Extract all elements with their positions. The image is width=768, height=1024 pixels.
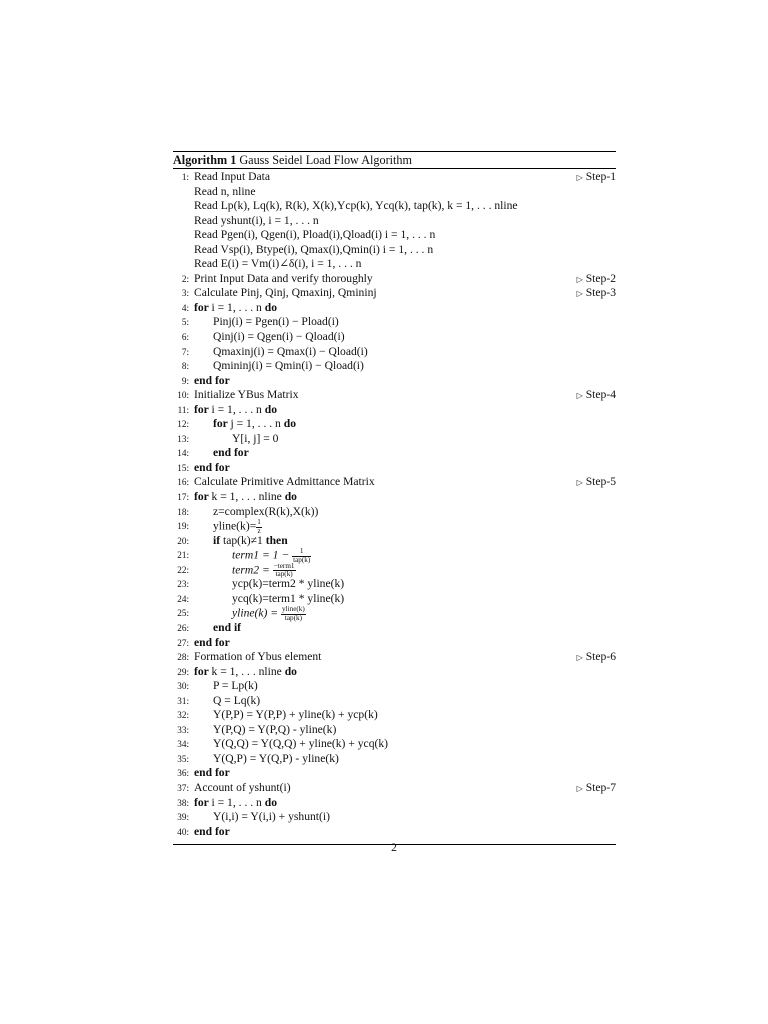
algo-line [173, 563, 616, 578]
line-number: 20: [177, 535, 189, 546]
line-number: 28: [177, 652, 189, 663]
line-text: Read Pgen(i), Qgen(i), Pload(i),Qload(i) i = 1, . . . n [194, 228, 436, 242]
algo-line [173, 330, 616, 345]
line-number: 26: [177, 622, 189, 633]
algo-line [173, 388, 616, 403]
algo-line [173, 170, 616, 185]
algo-line [173, 214, 616, 229]
line-number: 10: [177, 390, 189, 401]
line-text: Qinj(i) = Qgen(i) − Qload(i) [213, 330, 345, 344]
line-text: end for [194, 824, 230, 838]
algo-line [173, 723, 616, 738]
line-number: 1: [181, 172, 189, 182]
line-text: end for [194, 635, 230, 649]
line-text: Y(Q,Q) = Y(Q,Q) + yline(k) + ycq(k) [213, 737, 389, 751]
algo-line [173, 752, 616, 767]
line-number: 31: [177, 695, 189, 706]
line-text: for j = 1, . . . n do [213, 417, 296, 431]
algo-line [173, 621, 616, 636]
algo-line [173, 374, 616, 389]
algo-line [173, 534, 616, 549]
algo-line [173, 665, 616, 680]
line-text: Qmininj(i) = Qmin(i) − Qload(i) [213, 359, 364, 373]
step-comment: ▷ Step-6 [576, 650, 616, 664]
line-text: end for [194, 373, 230, 387]
algo-line [173, 185, 616, 200]
line-text: Y(P,P) = Y(P,P) + yline(k) + ycp(k) [213, 708, 378, 722]
algo-line [173, 636, 616, 651]
line-number: 6: [181, 332, 189, 343]
algo-line [173, 519, 616, 534]
line-number: 16: [177, 477, 189, 488]
triangle-icon: ▷ [576, 478, 583, 488]
algo-line [173, 781, 616, 796]
algo-line [173, 810, 616, 825]
line-text: yline(k) = $\frac{\text{yline(k)}}{\text{tap(k)}}$ [232, 605, 305, 622]
algo-line [173, 577, 616, 592]
line-number: 4: [181, 302, 189, 313]
line-number: 29: [177, 666, 189, 677]
triangle-icon: ▷ [576, 274, 583, 284]
line-text: Formation of Ybus element [194, 650, 322, 664]
algo-line [173, 694, 616, 709]
line-number: 8: [181, 361, 189, 372]
page-number: 2 [391, 842, 397, 854]
line-number: 22: [177, 564, 189, 575]
line-number: 37: [177, 782, 189, 793]
algo-line [173, 708, 616, 723]
algorithm-caption [173, 152, 616, 168]
step-comment: ▷ Step-3 [576, 286, 616, 300]
line-number: 23: [177, 579, 189, 590]
line-number: 12: [177, 419, 189, 430]
line-text: if tap(k)≠1 then [213, 533, 288, 547]
line-number: 39: [177, 812, 189, 823]
step-comment: ▷ Step-5 [576, 475, 616, 489]
line-text: Read yshunt(i), i = 1, . . . n [194, 213, 319, 227]
algo-line [173, 446, 616, 461]
triangle-icon: ▷ [576, 289, 583, 299]
line-text: end for [194, 766, 230, 780]
fraction: $\frac{\text{−term1}}{\text{tap(k)}}$ [273, 561, 295, 579]
line-text: term1 = 1 − $\frac{1}{\text{tap(k)}}$ [232, 547, 311, 564]
step-comment: ▷ Step-2 [576, 271, 616, 285]
line-text: Y(P,Q) = Y(P,Q) - yline(k) [213, 722, 337, 736]
algo-line [173, 766, 616, 781]
line-text: end if [213, 620, 242, 634]
line-number: 15: [177, 462, 189, 473]
line-text: ycp(k)=term2 * yline(k) [232, 577, 345, 591]
triangle-icon: ▷ [576, 783, 583, 793]
step-comment: ▷ Step-7 [576, 780, 616, 794]
line-text: Read E(i) = Vm(i)∠δ(i), i = 1, . . . n [194, 257, 362, 271]
line-text: for k = 1, . . . nline do [194, 664, 297, 678]
line-number: 33: [177, 724, 189, 735]
algo-line [173, 286, 616, 301]
algo-line [173, 432, 616, 447]
line-number: 35: [177, 753, 189, 764]
algorithm-label: Algorithm 1 [173, 153, 237, 167]
line-text: Qmaxinj(i) = Qmax(i) − Qload(i) [213, 344, 368, 358]
line-number: 27: [177, 637, 189, 648]
line-text: P = Lp(k) [213, 679, 258, 693]
line-number: 3: [181, 288, 189, 299]
algo-line [173, 417, 616, 432]
fraction: $\frac{1}{z}$ [257, 518, 261, 535]
line-number: 21: [177, 550, 189, 561]
algo-line [173, 825, 616, 840]
algo-line [173, 679, 616, 694]
line-text: Pinj(i) = Pgen(i) − Pload(i) [213, 315, 339, 329]
algo-line [173, 592, 616, 607]
line-number: 36: [177, 768, 189, 779]
line-text: Y[i, j] = 0 [232, 431, 279, 445]
line-text: Initialize YBus Matrix [194, 388, 299, 402]
line-number: 7: [181, 346, 189, 357]
line-number: 19: [177, 521, 189, 532]
algo-line [173, 606, 616, 621]
algo-line [173, 272, 616, 287]
step-comment: ▷ Step-4 [576, 388, 616, 402]
line-text: ycq(k)=term1 * yline(k) [232, 591, 345, 605]
line-text: end for [213, 446, 249, 460]
line-number: 30: [177, 681, 189, 692]
line-text: z=complex(R(k),X(k)) [213, 504, 319, 518]
line-number: 9: [181, 375, 189, 386]
triangle-icon: ▷ [576, 173, 583, 182]
algo-line [173, 461, 616, 476]
line-number: 5: [181, 317, 189, 328]
line-text: Calculate Primitive Admittance Matrix [194, 475, 375, 489]
line-text: term2 = $\frac{\text{−term1}}{\text{tap(k)}}$ [232, 561, 295, 579]
line-text: for i = 1, . . . n do [194, 795, 277, 809]
algo-line [173, 199, 616, 214]
algo-line [173, 315, 616, 330]
algo-line [173, 505, 616, 520]
algo-line [173, 490, 616, 505]
triangle-icon: ▷ [576, 653, 583, 663]
step-comment: ▷ Step-1 [576, 170, 616, 183]
line-number: 13: [177, 433, 189, 444]
algo-line [173, 548, 616, 563]
line-number: 25: [177, 608, 189, 619]
line-text: Read Lp(k), Lq(k), R(k), X(k),Ycp(k), Ycq(k), tap(k), k = 1, . . . nline [194, 199, 518, 213]
line-text: for k = 1, . . . nline do [194, 490, 297, 504]
line-number: 11: [177, 404, 189, 415]
line-text: for i = 1, . . . n do [194, 402, 277, 416]
algo-line [173, 228, 616, 243]
line-text: Read n, nline [194, 184, 256, 198]
line-text: Read Vsp(i), Btype(i), Qmax(i),Qmin(i) i = 1, . . . n [194, 242, 434, 256]
algo-line [173, 359, 616, 374]
fraction: $\frac{\text{yline(k)}}{\text{tap(k)}}$ [282, 605, 305, 622]
line-text: yline(k)= $\frac{1}{z}$ [213, 518, 261, 535]
line-number: 18: [177, 506, 189, 517]
algo-line [173, 737, 616, 752]
line-number: 34: [177, 739, 189, 750]
line-text: Y(i,i) = Y(i,i) + yshunt(i) [213, 810, 330, 824]
line-text: Y(Q,P) = Y(Q,P) - yline(k) [213, 751, 339, 765]
line-text: end for [194, 460, 230, 474]
algo-line [173, 475, 616, 490]
line-number: 2: [181, 273, 189, 284]
algo-line [173, 796, 616, 811]
triangle-icon: ▷ [576, 391, 583, 401]
algorithm-title: Gauss Seidel Load Flow Algorithm [239, 153, 413, 167]
algo-line [173, 301, 616, 316]
algo-line [173, 243, 616, 258]
algo-line [173, 345, 616, 360]
line-number: 14: [177, 448, 189, 459]
line-number: 38: [177, 797, 189, 808]
line-text: Read Input Data [194, 170, 270, 183]
line-number: 17: [177, 492, 189, 503]
line-text: Calculate Pinj, Qinj, Qmaxinj, Qmininj [194, 286, 377, 300]
algorithm-block [173, 151, 616, 845]
algo-line [173, 257, 616, 272]
line-number: 32: [177, 710, 189, 721]
algorithm-body [173, 169, 616, 839]
line-number: 40: [177, 826, 189, 837]
algo-line [173, 403, 616, 418]
line-text: Account of yshunt(i) [194, 780, 291, 794]
fraction: $\frac{1}{\text{tap(k)}}$ [293, 547, 311, 564]
algo-line [173, 650, 616, 665]
line-text: Print Input Data and verify thoroughly [194, 271, 373, 285]
line-number: 24: [177, 593, 189, 604]
line-text: for i = 1, . . . n do [194, 300, 277, 314]
line-text: Q = Lq(k) [213, 693, 261, 707]
